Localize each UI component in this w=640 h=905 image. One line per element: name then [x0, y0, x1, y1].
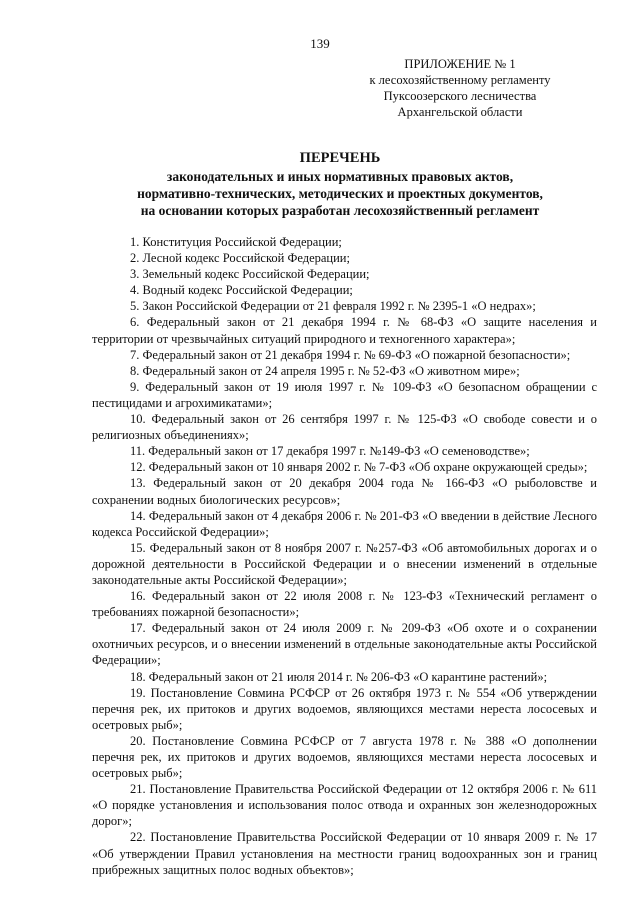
list-item: 18. Федеральный закон от 21 июля 2014 г. № 206-ФЗ «О карантине растений»; [130, 669, 548, 684]
list-item: 12. Федеральный закон от 10 января 2002 г. № 7-ФЗ «Об охране окружающей среды»; [130, 460, 588, 475]
heading-line-2: нормативно-технических, методических и проектных документов, [137, 186, 543, 201]
list-item: 11. Федеральный закон от 17 декабря 1997 г. №149-ФЗ «О семеноводстве»; [130, 444, 530, 459]
list-item: 3. Земельный кодекс Российской Федерации; [130, 267, 370, 282]
list-item: 8. Федеральный закон от 24 апреля 1995 г. № 52-ФЗ «О животном мире»; [130, 363, 520, 378]
list-item: 17. Федеральный закон от 24 июля 2009 г. № 209-ФЗ «Об охоте и о сохранении охотничьих ресурсов, и о внесении изменений в отдельные законодательные акты Российской Федерации»; [92, 621, 597, 668]
list-item: 7. Федеральный закон от 21 декабря 1994 г. № 69-ФЗ «О пожарной безопасности»; [130, 347, 571, 362]
list-item: 4. Водный кодекс Российской Федерации; [130, 283, 353, 298]
list-item: 1. Конституция Российской Федерации; [130, 235, 342, 249]
list-item: 13. Федеральный закон от 20 декабря 2004 года № 166-ФЗ «О рыболовстве и сохранении водных биологических ресурсов»; [92, 476, 597, 507]
heading-line-3: на основании которых разработан лесохозяйственный регламент [140, 203, 540, 218]
list-item: 2. Лесной кодекс Российской Федерации; [130, 251, 350, 266]
list-item: 9. Федеральный закон от 19 июля 1997 г. № 109-ФЗ «О безопасном обращении с пестицидами и агрохимикатами»; [92, 379, 597, 410]
list-item: 15. Федеральный закон от 8 ноября 2007 г. №257-ФЗ «Об автомобильных дорогах и о дорожной деятельности в Российской Федерации и о внесении изменений в отдельные законодательные акты Российской Федерации»; [92, 540, 597, 587]
list-item: 20. Постановление Совмина РСФСР от 7 августа 1978 г. № 388 «О дополнении перечня рек, их притоков и других водоемов, являющихся местами нереста лососевых и осетровых рыб»; [92, 733, 597, 781]
document-list [92, 234, 597, 878]
list-item: 22. Постановление Правительства Российской Федерации от 10 января 2009 г. № 17 «Об утверждении Правил установления на местности границ водоохранных зон и границ прибрежных защитных полос водных объектов»; [92, 830, 597, 877]
page-number: 139 [310, 36, 330, 51]
appendix-line-3: Пуксоозерского лесничества [383, 89, 537, 103]
list-item: 21. Постановление Правительства Российской Федерации от 12 октября 2006 г. № 611 «О порядке установления и использования полос отвода и охранных зон железнодорожных дорог»; [92, 782, 597, 829]
appendix-line-2: к лесохозяйственному регламенту [369, 73, 551, 87]
appendix-line-1: ПРИЛОЖЕНИЕ № 1 [404, 57, 516, 71]
list-item: 6. Федеральный закон от 21 декабря 1994 г. № 68-ФЗ «О защите населения и территории от чрезвычайных ситуаций природного и техногенного характера»; [92, 315, 597, 346]
list-item: 14. Федеральный закон от 4 декабря 2006 г. № 201-ФЗ «О введении в действие Лесного кодекса Российской Федерации»; [92, 508, 597, 539]
list-item: 5. Закон Российской Федерации от 21 февраля 1992 г. № 2395-1 «О недрах»; [130, 299, 536, 314]
list-item: 10. Федеральный закон от 26 сентября 1997 г. № 125-ФЗ «О свободе совести и о религиозных объединениях»; [92, 412, 597, 443]
document-heading [80, 150, 600, 219]
appendix-header [330, 56, 590, 120]
document-title: ПЕРЕЧЕНЬ [299, 150, 381, 166]
list-item: 16. Федеральный закон от 22 июля 2008 г. № 123-ФЗ «Технический регламент о требованиях пожарной безопасности»; [92, 589, 597, 620]
list-item: 19. Постановление Совмина РСФСР от 26 октября 1973 г. № 554 «Об утверждении перечня рек, их притоков и других водоемов, являющихся местами нереста лососевых и осетровых рыб»; [92, 685, 597, 732]
heading-line-1: законодательных и иных нормативных правовых актов, [166, 169, 514, 184]
appendix-line-4: Архангельской области [397, 105, 523, 119]
